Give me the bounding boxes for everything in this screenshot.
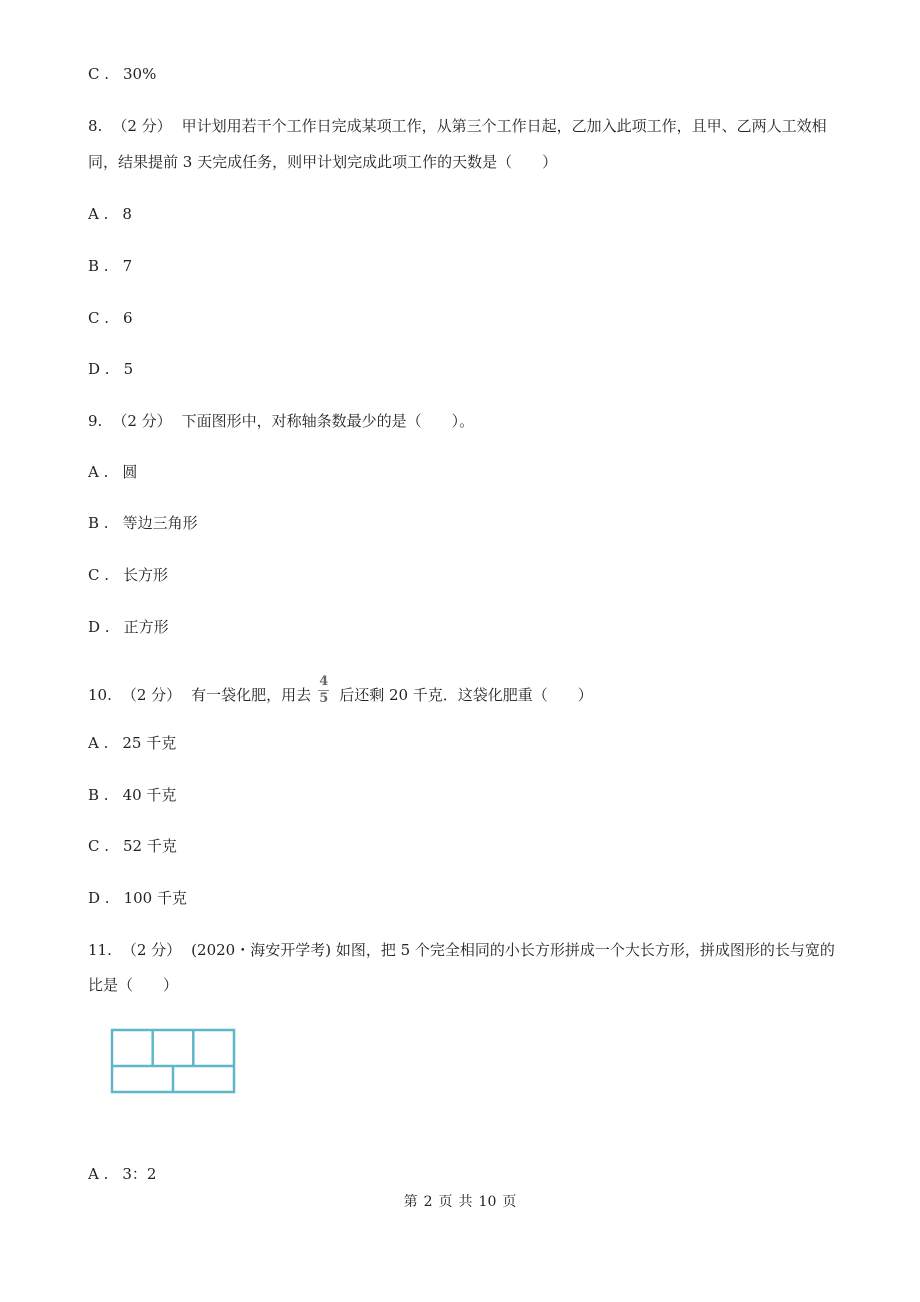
question-score: （2 分） [112,412,172,430]
q9-option-b [88,513,198,533]
footer-total-pages: 10 [478,1194,497,1210]
option-text: 等边三角形 [122,514,198,532]
option-text: 40 千克 [122,786,177,804]
question-number: 10. [88,686,112,704]
q11-option-a [88,1164,156,1184]
question-number: 11. [88,941,112,959]
option-text: 长方形 [123,566,169,584]
footer-page-label: 页 [438,1194,453,1210]
q8-stem-line1 [88,116,827,136]
question-score: （2 分） [112,117,172,135]
question-text-before: 有一袋化肥，用去 [191,686,312,704]
q10-option-a [88,733,176,753]
q8-stem-line2: 同，结果提前 3 天完成任务，则甲计划完成此项工作的天数是（ ） [88,153,558,171]
q9-option-d [88,617,169,637]
footer-page-number: 2 [423,1194,433,1210]
option-text: 6 [123,309,133,327]
option-letter: D . [88,360,110,378]
option-text: 52 千克 [123,837,177,855]
q10-option-b [88,785,176,805]
option-letter: D . [88,618,110,636]
option-text: 5 [123,360,134,378]
option-text: 25 千克 [122,734,177,752]
rectangle-figure [110,1028,236,1094]
option-text: 7 [122,257,133,275]
q10-option-d [88,888,187,908]
footer-total-label: 共 [458,1194,473,1210]
q10-stem [88,674,593,713]
question-text: 下面图形中，对称轴条数最少的是（ ）。 [181,412,475,430]
q9-option-c [88,565,168,585]
option-letter: A . [88,734,109,752]
question-score: （2 分） [121,686,182,704]
fraction-denominator: 5 [319,691,329,706]
question-text: 甲计划用若干个工作日完成某项工作，从第三个工作日起，乙加入此项工作，且甲、乙两人工效相 [181,117,827,135]
q9-option-a [88,462,137,482]
option-text: 100 千克 [123,889,187,907]
q11-stem-line2: 比是（ ） [88,976,179,994]
option-text: 8 [122,205,132,223]
question-score: （2 分） [121,941,182,959]
question-number: 9. [88,412,103,430]
question-number: 8. [88,117,103,135]
q7-option-c [88,64,156,84]
q8-option-a [88,204,132,224]
option-letter: C . [88,65,110,83]
fraction-numerator: 4 [319,674,329,689]
option-letter: A . [88,205,109,223]
option-letter: B . [88,786,109,804]
page-footer [0,1192,920,1212]
option-letter: C . [88,837,110,855]
option-text: 正方形 [123,618,169,636]
option-letter: C . [88,566,110,584]
q8-option-b [88,256,132,276]
option-letter: A . [88,1165,109,1183]
option-text: 圆 [122,463,138,481]
footer-suffix: 页 [502,1194,517,1210]
option-text: 3：2 [122,1165,157,1183]
q9-stem [88,411,474,431]
question-text-after: 后还剩 20 千克．这袋化肥重（ ） [339,686,593,704]
q8-option-c [88,308,133,328]
option-text: 30% [123,65,157,83]
q10-option-c [88,836,177,856]
option-letter: B . [88,514,109,532]
option-letter: C . [88,309,110,327]
option-letter: D . [88,889,110,907]
fraction [317,675,331,709]
q8-option-d [88,359,133,379]
question-text: (2020・海安开学考) 如图，把 5 个完全相同的小长方形拼成一个大长方形，拼成图形的长与宽的 [191,941,835,959]
footer-prefix: 第 [403,1194,418,1210]
option-letter: A . [88,463,109,481]
option-letter: B . [88,257,109,275]
q11-stem-line1 [88,940,835,960]
